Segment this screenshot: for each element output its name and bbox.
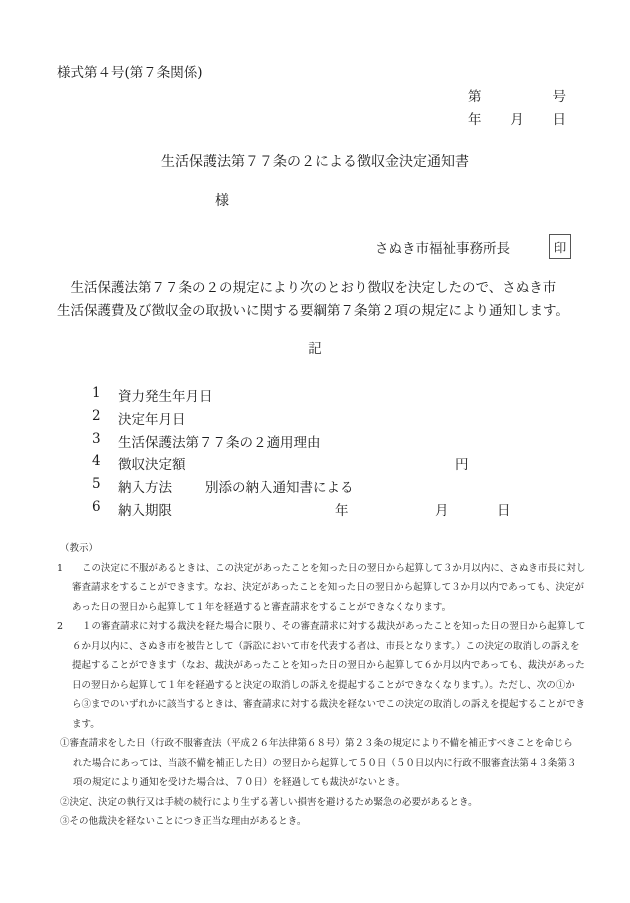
kyoji-label: （教示） (60, 543, 99, 554)
kyoji-subitem-line: ①審査請求をした日（行政不服審査法（平成２６年法律第６８号）第２３条の規定により不備を補正すべきことを命じら (60, 738, 573, 749)
date-line (468, 108, 566, 128)
kyoji-subitem-line: ②決定、決定の執行又は手続の続行により生ずる著しい損害を避けるため緊急の必要があるとき。 (60, 796, 478, 808)
kyoji-continuation-line: ６か月以内に、さぬき市を被告として（訴訟において市を代表する者は、市長となります。）この決定の取消しの訴えを (72, 640, 580, 652)
item-date-day-label: 日 (497, 502, 511, 519)
kyoji-continuation-line: 項の規定により通知を受けた場合は、７０日）を経過しても裁決がないとき。 (73, 777, 406, 788)
form-number: 様式第４号(第７条関係) (57, 65, 203, 81)
item-number: 3 (92, 430, 101, 447)
kyoji-continuation-line: 審査請求をすることができます。なお、決定があったことを知った日の翌日から起算して３か月以内であっても、決定が (72, 582, 585, 593)
kyoji-item-line (57, 559, 586, 579)
issuer-name: さぬき市福祉事務所長 (375, 241, 510, 257)
item-date-year-label: 年 (335, 502, 349, 519)
item-label: 納入期限 (118, 502, 172, 519)
kyoji-section (57, 539, 586, 832)
list-item (92, 431, 582, 454)
kyoji-subitem-line: ③その他裁決を経ないことにつき正当な理由があるとき。 (60, 816, 307, 827)
items-list (92, 385, 582, 522)
list-item (92, 408, 582, 431)
item-label: 納入方法 (118, 480, 172, 497)
item-unit-label: 円 (455, 457, 469, 474)
kyoji-continuation-line: ら③までのいずれかに該当するときは、審査請求に対する裁決を経ないでこの決定の取消しの訴えを提起することができ (72, 699, 586, 710)
body-line: 生活保護費及び徴収金の取扱いに関する要綱第７条第２項の規定により通知します。 (57, 302, 569, 319)
document-title: 生活保護法第７７条の２による徴収金決定通知書 (161, 154, 469, 170)
list-item (92, 499, 582, 522)
kyoji-item-line (57, 617, 586, 637)
body-paragraph (57, 277, 573, 322)
kyoji-item-text: この決定に不服があるときは、この決定があったことを知った日の翌日から起算して３か月以内に、さぬき市長に対し (82, 562, 586, 574)
item-label: 資力発生年月日 (118, 389, 213, 405)
body-line: 生活保護法第７７条の２の規定により次のとおり徴収を決定したので、さぬき市 (57, 280, 557, 296)
doc-number-line (468, 85, 566, 105)
item-number: 5 (92, 476, 101, 493)
kyoji-item-number: 1 (57, 562, 64, 574)
kyoji-item-number: 2 (57, 621, 64, 632)
kyoji-continuation-line: 提起することができます（なお、裁決があったことを知った日の翌日から起算して６か月以内であっても、裁決があった (72, 660, 585, 671)
item-number: 1 (92, 385, 101, 401)
list-item (92, 476, 582, 499)
kyoji-item-text: １の審査請求に対する裁決を経た場合に限り、その審査請求に対する裁決があったことを知った日の翌日から起算して (82, 621, 586, 632)
item-value: 別添の納入通知書による (205, 480, 354, 497)
item-number: 4 (92, 453, 101, 470)
date-day-label: 日 (552, 112, 566, 128)
ki-heading: 記 (308, 341, 322, 357)
item-date-month-label: 月 (435, 502, 449, 519)
seal-mark: 印 (549, 234, 571, 259)
doc-number-suffix: 号 (552, 89, 566, 105)
list-item (92, 453, 582, 476)
item-label: 生活保護法第７７条の２適用理由 (118, 434, 321, 451)
item-number: 2 (92, 407, 101, 424)
list-item (92, 385, 582, 408)
addressee-suffix: 様 (215, 193, 229, 209)
item-number: 6 (92, 498, 101, 515)
kyoji-continuation-line: ます。 (72, 718, 100, 730)
kyoji-items (57, 559, 586, 832)
kyoji-continuation-line: れた場合にあっては、当該不備を補正した日）の翌日から起算して５０日（５０日以内に行政不服審査法第４３条第３ (73, 757, 577, 769)
item-label: 決定年月日 (118, 411, 186, 428)
doc-number-prefix: 第 (468, 89, 482, 105)
kyoji-continuation-line: あった日の翌日から起算して１年を経過すると審査請求をすることができなくなります。 (72, 601, 452, 613)
date-year-label: 年 (468, 112, 482, 128)
kyoji-continuation-line: 日の翌日から起算して１年を経過すると決定の取消しの訴えを提起することができなくなります。）。ただし、次の①か (72, 679, 575, 691)
item-label: 徴収決定額 (118, 457, 186, 474)
date-month-label: 月 (510, 112, 524, 128)
